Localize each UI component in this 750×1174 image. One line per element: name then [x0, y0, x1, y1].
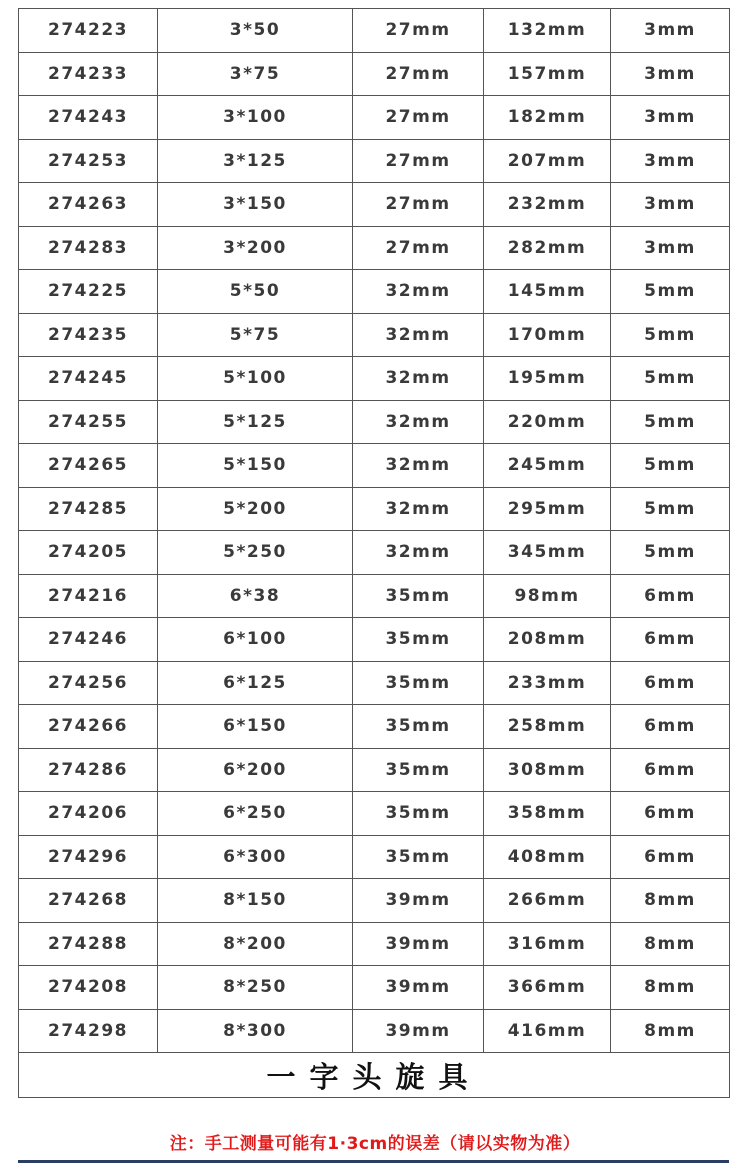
size-cell: 6*300: [158, 835, 353, 879]
total-length-cell: 220mm: [484, 400, 611, 444]
size-cell: 5*150: [158, 444, 353, 488]
shaft-diameter-cell: 5mm: [611, 531, 730, 575]
shaft-diameter-cell: 3mm: [611, 9, 730, 53]
handle-width-cell: 27mm: [353, 9, 484, 53]
item-code-cell: 274243: [19, 96, 158, 140]
item-code-cell: 274255: [19, 400, 158, 444]
item-code-cell: 274288: [19, 922, 158, 966]
table-row: [19, 835, 730, 879]
handle-width-cell: 27mm: [353, 226, 484, 270]
size-cell: 8*150: [158, 879, 353, 923]
size-cell: 3*75: [158, 52, 353, 96]
shaft-diameter-cell: 6mm: [611, 618, 730, 662]
handle-width-cell: 32mm: [353, 270, 484, 314]
shaft-diameter-cell: 5mm: [611, 487, 730, 531]
table-row: [19, 96, 730, 140]
table-row: [19, 313, 730, 357]
total-length-cell: 366mm: [484, 966, 611, 1010]
shaft-diameter-cell: 5mm: [611, 357, 730, 401]
handle-width-cell: 27mm: [353, 183, 484, 227]
table-row: [19, 618, 730, 662]
shaft-diameter-cell: 8mm: [611, 922, 730, 966]
total-length-cell: 245mm: [484, 444, 611, 488]
item-code-cell: 274265: [19, 444, 158, 488]
shaft-diameter-cell: 3mm: [611, 226, 730, 270]
total-length-cell: 132mm: [484, 9, 611, 53]
table-row: [19, 574, 730, 618]
handle-width-cell: 35mm: [353, 835, 484, 879]
handle-width-cell: 35mm: [353, 705, 484, 749]
size-cell: 5*75: [158, 313, 353, 357]
table-row: [19, 705, 730, 749]
item-code-cell: 274223: [19, 9, 158, 53]
size-cell: 6*38: [158, 574, 353, 618]
shaft-diameter-cell: 6mm: [611, 574, 730, 618]
shaft-diameter-cell: 6mm: [611, 705, 730, 749]
table-row: [19, 52, 730, 96]
table-row: [19, 139, 730, 183]
total-length-cell: 282mm: [484, 226, 611, 270]
shaft-diameter-cell: 3mm: [611, 96, 730, 140]
handle-width-cell: 35mm: [353, 792, 484, 836]
size-cell: 6*100: [158, 618, 353, 662]
item-code-cell: 274235: [19, 313, 158, 357]
bottom-divider: [18, 1160, 729, 1163]
handle-width-cell: 35mm: [353, 618, 484, 662]
handle-width-cell: 35mm: [353, 748, 484, 792]
item-code-cell: 274256: [19, 661, 158, 705]
total-length-cell: 157mm: [484, 52, 611, 96]
total-length-cell: 145mm: [484, 270, 611, 314]
item-code-cell: 274245: [19, 357, 158, 401]
item-code-cell: 274263: [19, 183, 158, 227]
handle-width-cell: 32mm: [353, 487, 484, 531]
total-length-cell: 408mm: [484, 835, 611, 879]
shaft-diameter-cell: 3mm: [611, 139, 730, 183]
total-length-cell: 195mm: [484, 357, 611, 401]
total-length-cell: 232mm: [484, 183, 611, 227]
handle-width-cell: 35mm: [353, 574, 484, 618]
table-row: [19, 357, 730, 401]
item-code-cell: 274208: [19, 966, 158, 1010]
handle-width-cell: 32mm: [353, 313, 484, 357]
total-length-cell: 258mm: [484, 705, 611, 749]
table-row: [19, 1009, 730, 1053]
caption-row: [19, 1053, 730, 1098]
item-code-cell: 274205: [19, 531, 158, 575]
size-cell: 5*250: [158, 531, 353, 575]
handle-width-cell: 39mm: [353, 1009, 484, 1053]
shaft-diameter-cell: 6mm: [611, 748, 730, 792]
size-cell: 3*125: [158, 139, 353, 183]
table-row: [19, 226, 730, 270]
handle-width-cell: 35mm: [353, 661, 484, 705]
total-length-cell: 266mm: [484, 879, 611, 923]
handle-width-cell: 27mm: [353, 52, 484, 96]
shaft-diameter-cell: 6mm: [611, 661, 730, 705]
item-code-cell: 274268: [19, 879, 158, 923]
table-row: [19, 444, 730, 488]
total-length-cell: 207mm: [484, 139, 611, 183]
handle-width-cell: 39mm: [353, 966, 484, 1010]
measurement-note: 注：手工测量可能有1·3cm的误差（请以实物为准）: [169, 1134, 581, 1154]
table-row: [19, 9, 730, 53]
total-length-cell: 316mm: [484, 922, 611, 966]
item-code-cell: 274233: [19, 52, 158, 96]
table-row: [19, 270, 730, 314]
handle-width-cell: 32mm: [353, 444, 484, 488]
handle-width-cell: 27mm: [353, 96, 484, 140]
handle-width-cell: 27mm: [353, 139, 484, 183]
table-row: [19, 531, 730, 575]
size-cell: 6*200: [158, 748, 353, 792]
handle-width-cell: 32mm: [353, 357, 484, 401]
shaft-diameter-cell: 3mm: [611, 52, 730, 96]
item-code-cell: 274285: [19, 487, 158, 531]
table-row: [19, 183, 730, 227]
total-length-cell: 170mm: [484, 313, 611, 357]
table-row: [19, 748, 730, 792]
shaft-diameter-cell: 6mm: [611, 792, 730, 836]
shaft-diameter-cell: 8mm: [611, 879, 730, 923]
total-length-cell: 182mm: [484, 96, 611, 140]
item-code-cell: 274298: [19, 1009, 158, 1053]
size-cell: 3*200: [158, 226, 353, 270]
spec-table: [18, 8, 730, 1098]
spec-table-body: [19, 9, 730, 1053]
size-cell: 5*200: [158, 487, 353, 531]
total-length-cell: 308mm: [484, 748, 611, 792]
shaft-diameter-cell: 5mm: [611, 313, 730, 357]
item-code-cell: 274225: [19, 270, 158, 314]
table-row: [19, 966, 730, 1010]
size-cell: 3*50: [158, 9, 353, 53]
size-cell: 3*150: [158, 183, 353, 227]
shaft-diameter-cell: 5mm: [611, 444, 730, 488]
item-code-cell: 274296: [19, 835, 158, 879]
item-code-cell: 274216: [19, 574, 158, 618]
item-code-cell: 274253: [19, 139, 158, 183]
shaft-diameter-cell: 3mm: [611, 183, 730, 227]
shaft-diameter-cell: 8mm: [611, 966, 730, 1010]
size-cell: 8*200: [158, 922, 353, 966]
shaft-diameter-cell: 5mm: [611, 400, 730, 444]
size-cell: 8*300: [158, 1009, 353, 1053]
total-length-cell: 233mm: [484, 661, 611, 705]
total-length-cell: 98mm: [484, 574, 611, 618]
shaft-diameter-cell: 8mm: [611, 1009, 730, 1053]
table-row: [19, 487, 730, 531]
total-length-cell: 295mm: [484, 487, 611, 531]
size-cell: 6*125: [158, 661, 353, 705]
table-row: [19, 400, 730, 444]
total-length-cell: 358mm: [484, 792, 611, 836]
handle-width-cell: 32mm: [353, 400, 484, 444]
item-code-cell: 274206: [19, 792, 158, 836]
size-cell: 5*100: [158, 357, 353, 401]
total-length-cell: 345mm: [484, 531, 611, 575]
item-code-cell: 274283: [19, 226, 158, 270]
table-row: [19, 792, 730, 836]
size-cell: 6*150: [158, 705, 353, 749]
handle-width-cell: 32mm: [353, 531, 484, 575]
total-length-cell: 208mm: [484, 618, 611, 662]
size-cell: 5*50: [158, 270, 353, 314]
handle-width-cell: 39mm: [353, 922, 484, 966]
table-row: [19, 922, 730, 966]
table-row: [19, 661, 730, 705]
table-caption: 一字头旋具: [19, 1053, 730, 1098]
size-cell: 6*250: [158, 792, 353, 836]
size-cell: 5*125: [158, 400, 353, 444]
spec-table-container: [18, 8, 729, 1098]
shaft-diameter-cell: 5mm: [611, 270, 730, 314]
total-length-cell: 416mm: [484, 1009, 611, 1053]
item-code-cell: 274246: [19, 618, 158, 662]
shaft-diameter-cell: 6mm: [611, 835, 730, 879]
handle-width-cell: 39mm: [353, 879, 484, 923]
size-cell: 8*250: [158, 966, 353, 1010]
item-code-cell: 274286: [19, 748, 158, 792]
item-code-cell: 274266: [19, 705, 158, 749]
table-row: [19, 879, 730, 923]
size-cell: 3*100: [158, 96, 353, 140]
